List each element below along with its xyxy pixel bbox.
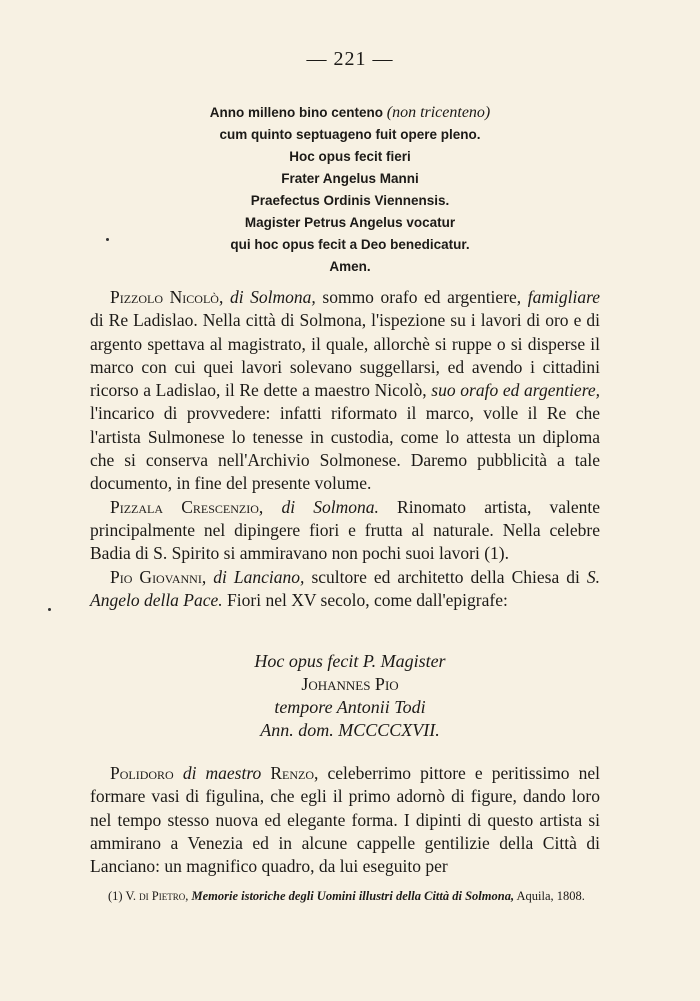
entry-name: Pizzolo Nicolò,: [110, 287, 224, 307]
entry-name: Renzo,: [270, 763, 319, 783]
inscription-text: Anno milleno bino centeno: [209, 105, 383, 120]
entry-emphasis: S. Angelo della Pace.: [90, 566, 601, 610]
entry-pizzala: [90, 496, 600, 566]
entry-place: di Solmona.: [281, 496, 379, 517]
entry-place: di Lanciano,: [213, 566, 305, 587]
inscription-line: Frater Angelus Manni: [281, 171, 419, 186]
margin-speck: [106, 238, 109, 241]
inscription-line: Amen.: [329, 259, 371, 274]
entry-pio: [90, 566, 600, 613]
epigraph-line: Hoc opus fecit P. Magister: [254, 651, 446, 671]
inscription-line: qui hoc opus fecit a Deo benedicatur.: [230, 237, 470, 252]
entry-name: Polidoro: [110, 763, 174, 783]
entry-emphasis: di maestro: [182, 763, 262, 783]
entry-place: di Solmona,: [229, 287, 316, 307]
inscription: [0, 102, 700, 278]
margin-speck: [48, 608, 51, 611]
inscription-line: [0, 102, 700, 124]
entry-text: sommo orafo ed argentiere,: [322, 287, 522, 307]
entry-text: Rinomato artista, valente principalmente nel dipingere fiori e frutta al naturale. Nella celebre Badia di S. Spirito si ammiravano non pochi suoi lavori (1).: [90, 496, 601, 564]
entry-text: l'incarico di provvedere: infatti riformato il marco, volle il Re che l'artista Sulmonese lo tenesse in custodia, come lo attesta un diploma che si conserva nell'Archivio Solmonese. Daremo pubblicità a tale documento, in fine del presente volume.: [90, 403, 600, 494]
entry-name: Pizzala Crescenzio,: [110, 496, 264, 517]
entry-name: Pio Giovanni,: [110, 566, 207, 587]
footnote-title: Memorie istoriche degli Uomini illustri della Città di Solmona,: [191, 889, 515, 903]
epigraph-line: Ann. dom. MCCCCXVII.: [260, 720, 440, 740]
entry-text: di Re Ladislao. Nella città di Solmona, l'ispezione su i lavori di oro e di argento spettava al magistrato, il quale, allorchè si ruppe o si disperse il marco con cui quei lavori solevano suggellarsi, ed avendo i cittadini ricorso a Ladislao, il Re dette a maestro Nicolò,: [90, 310, 600, 401]
inscription-line: cum quinto septuageno fuit opere pleno.: [219, 127, 481, 142]
inscription-line: Praefectus Ordinis Viennensis.: [250, 193, 450, 208]
footnote-author: di Pietro,: [139, 889, 189, 903]
inscription-line: Magister Petrus Angelus vocatur: [244, 215, 456, 230]
entry-text: Fiori nel XV secolo, come dall'epigrafe:: [227, 589, 508, 610]
footnote-marker: (1) V.: [108, 889, 137, 903]
body-text-continued: [90, 762, 600, 878]
entry-emphasis: famigliare: [527, 287, 601, 307]
epigraph-line: tempore Antonii Todi: [274, 697, 426, 717]
inscription-note: (non tricenteno): [386, 104, 491, 121]
entry-text: scultore ed architetto della Chiesa di: [311, 566, 580, 587]
epigraph-line: Johannes Pio: [301, 674, 399, 694]
entry-text: celeberrimo pittore e peritissimo nel formare vasi di figulina, che egli il primo adornò di figure, dando loro nel tempo stesso nuova ed elegante forma. I dipinti di questo artista si ammirano a Venezia ed in alcune cappelle gentilizie della Città di Lanciano: un magnifico quadro, da lui eseguito per: [90, 763, 601, 877]
entry-polidoro: [90, 762, 600, 878]
epigraph: [0, 650, 700, 742]
footnote-place-year: Aquila, 1808.: [516, 889, 585, 903]
entry-emphasis: suo orafo ed argentiere,: [431, 380, 601, 401]
body-text: [90, 286, 600, 612]
entry-pizzolo: [90, 286, 600, 496]
footnote: [90, 887, 600, 906]
inscription-line: Hoc opus fecit fieri: [289, 149, 411, 164]
page-number: — 221 —: [306, 48, 394, 70]
